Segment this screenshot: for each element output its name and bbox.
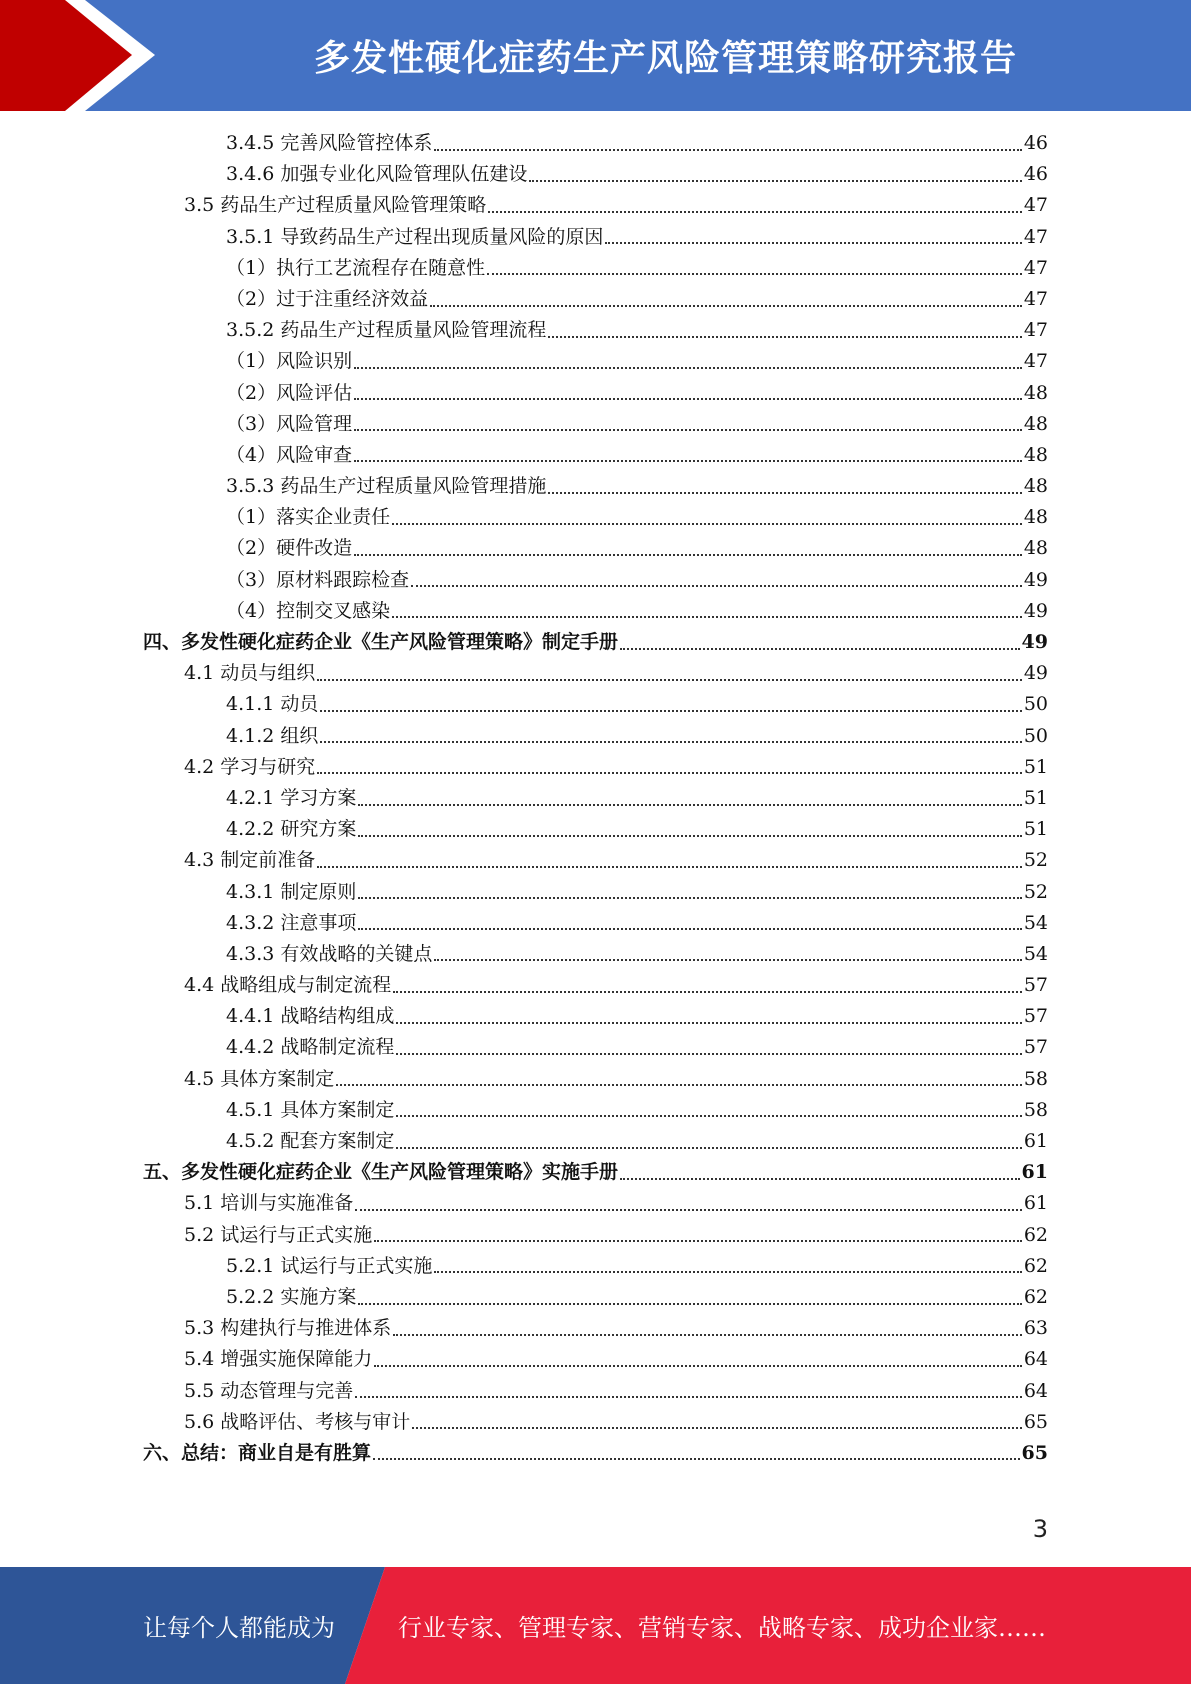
toc-entry-page: 64 xyxy=(1023,1379,1048,1402)
toc-entry[interactable] xyxy=(0,814,1191,845)
toc-entry[interactable] xyxy=(0,1126,1191,1157)
toc-dot-leader xyxy=(358,897,1021,899)
toc-entry-page: 50 xyxy=(1023,724,1048,747)
toc-entry[interactable] xyxy=(0,1407,1191,1438)
toc-entry[interactable] xyxy=(0,721,1191,752)
toc-entry-page: 50 xyxy=(1023,693,1048,716)
header-chevron-red-shape xyxy=(0,0,132,111)
toc-entry-page: 48 xyxy=(1023,475,1048,498)
toc-entry-page: 65 xyxy=(1021,1441,1048,1464)
toc-entry-title: 4.1.2 组织 xyxy=(226,724,319,747)
toc-entry-title: 4.1.1 动员 xyxy=(226,693,319,716)
toc-entry[interactable] xyxy=(0,970,1191,1001)
page-header xyxy=(0,0,1191,111)
toc-entry[interactable] xyxy=(0,190,1191,221)
toc-entry-page: 61 xyxy=(1023,1192,1048,1215)
toc-entry[interactable] xyxy=(0,533,1191,564)
toc-entry-title: 4.3 制定前准备 xyxy=(184,849,316,872)
toc-entry[interactable] xyxy=(0,1188,1191,1219)
toc-entry[interactable] xyxy=(0,253,1191,284)
toc-entry[interactable] xyxy=(0,222,1191,253)
toc-entry[interactable] xyxy=(0,502,1191,533)
toc-dot-leader xyxy=(317,772,1022,774)
footer-slogan-left: 让每个人都能成为 xyxy=(143,1614,335,1642)
toc-entry[interactable] xyxy=(0,315,1191,346)
toc-dot-leader xyxy=(434,959,1021,961)
toc-entry-page: 61 xyxy=(1023,1130,1048,1152)
toc-entry-title: 4.1 动员与组织 xyxy=(184,662,316,685)
toc-dot-leader xyxy=(605,242,1021,244)
toc-entry-page: 62 xyxy=(1023,1223,1048,1246)
toc-dot-leader xyxy=(320,741,1021,743)
toc-entry-title: 4.2.2 研究方案 xyxy=(226,818,357,841)
toc-entry-title: 3.4.6 加强专业化风险管理队伍建设 xyxy=(226,163,528,186)
toc-dot-leader xyxy=(412,1427,1022,1429)
toc-dot-leader xyxy=(393,991,1022,993)
toc-dot-leader xyxy=(354,460,1022,462)
toc-entry-page: 61 xyxy=(1021,1161,1048,1184)
toc-entry[interactable] xyxy=(0,1064,1191,1095)
toc-dot-leader xyxy=(317,679,1022,681)
toc-entry-title: （4）风险审查 xyxy=(226,443,353,466)
toc-dot-leader xyxy=(320,710,1021,712)
toc-dot-leader xyxy=(358,928,1021,930)
toc-entry[interactable] xyxy=(0,877,1191,908)
toc-entry-title: 5.1 培训与实施准备 xyxy=(184,1192,354,1215)
toc-dot-leader xyxy=(620,648,1020,650)
toc-dot-leader xyxy=(358,804,1021,806)
toc-dot-leader xyxy=(434,1271,1021,1273)
toc-entry[interactable] xyxy=(0,658,1191,689)
toc-entry-title: 5.3 构建执行与推进体系 xyxy=(184,1317,392,1340)
toc-entry[interactable] xyxy=(0,627,1191,658)
toc-entry-page: 57 xyxy=(1023,1005,1048,1028)
toc-entry-page: 47 xyxy=(1023,225,1048,248)
toc-dot-leader xyxy=(374,1240,1022,1242)
toc-dot-leader xyxy=(430,305,1022,307)
toc-entry-page: 54 xyxy=(1023,942,1048,965)
toc-entry-page: 62 xyxy=(1023,1254,1048,1277)
toc-dot-leader xyxy=(488,211,1022,213)
toc-entry-title: 四、多发性硬化症药企业《生产风险管理策略》制定手册 xyxy=(143,631,619,653)
toc-entry[interactable] xyxy=(0,1438,1191,1469)
toc-entry[interactable] xyxy=(0,1251,1191,1282)
toc-entry[interactable] xyxy=(0,346,1191,377)
toc-entry[interactable] xyxy=(0,159,1191,190)
toc-dot-leader xyxy=(374,1365,1022,1367)
toc-entry-title: （4）控制交叉感染 xyxy=(226,599,391,622)
toc-entry-title: （1）落实企业责任 xyxy=(226,506,391,529)
toc-entry-page: 52 xyxy=(1023,849,1048,872)
toc-dot-leader xyxy=(358,1303,1021,1305)
toc-dot-leader xyxy=(354,429,1022,431)
toc-entry[interactable] xyxy=(0,908,1191,939)
toc-entry-page: 52 xyxy=(1023,880,1048,903)
toc-entry[interactable] xyxy=(0,1095,1191,1126)
toc-entry[interactable] xyxy=(0,1282,1191,1313)
toc-entry-page: 47 xyxy=(1023,319,1048,342)
toc-entry-title: （3）原材料跟踪检查 xyxy=(226,568,410,591)
toc-entry[interactable] xyxy=(0,409,1191,440)
toc-entry[interactable] xyxy=(0,596,1191,627)
toc-entry-title: 5.2.1 试运行与正式实施 xyxy=(226,1254,433,1277)
table-of-contents xyxy=(0,128,1191,1469)
toc-entry-page: 46 xyxy=(1023,163,1048,186)
toc-dot-leader xyxy=(355,1209,1022,1211)
toc-entry[interactable] xyxy=(0,471,1191,502)
toc-entry-page: 65 xyxy=(1023,1410,1048,1433)
toc-entry-title: 4.2.1 学习方案 xyxy=(226,786,357,809)
toc-entry-page: 48 xyxy=(1023,412,1048,435)
toc-dot-leader xyxy=(529,180,1021,182)
toc-entry-page: 48 xyxy=(1023,381,1048,404)
toc-entry[interactable] xyxy=(0,378,1191,409)
toc-dot-leader xyxy=(354,398,1022,400)
toc-entry-page: 48 xyxy=(1023,443,1048,466)
toc-entry-title: （1）执行工艺流程存在随意性 xyxy=(226,256,486,279)
toc-entry-title: 3.5 药品生产过程质量风险管理策略 xyxy=(184,194,487,217)
toc-entry-title: （3）风险管理 xyxy=(226,412,353,435)
toc-entry-page: 64 xyxy=(1023,1348,1048,1371)
toc-entry-page: 46 xyxy=(1023,132,1048,154)
toc-entry[interactable] xyxy=(0,1001,1191,1032)
toc-entry-page: 47 xyxy=(1023,350,1048,373)
toc-entry-title: 3.5.2 药品生产过程质量风险管理流程 xyxy=(226,319,547,342)
toc-entry-page: 54 xyxy=(1023,911,1048,934)
toc-entry-page: 48 xyxy=(1023,506,1048,529)
toc-dot-leader xyxy=(396,1115,1021,1117)
toc-entry[interactable] xyxy=(0,845,1191,876)
toc-dot-leader xyxy=(355,1396,1022,1398)
toc-entry-page: 49 xyxy=(1023,599,1048,622)
toc-entry-title: 4.4.1 战略结构组成 xyxy=(226,1005,395,1028)
toc-entry-title: 5.2 试运行与正式实施 xyxy=(184,1223,373,1246)
toc-entry[interactable] xyxy=(0,1313,1191,1344)
toc-dot-leader xyxy=(411,585,1022,587)
toc-entry-page: 47 xyxy=(1023,194,1048,217)
toc-entry-title: （2）过于注重经济效益 xyxy=(226,287,429,310)
toc-entry-page: 47 xyxy=(1023,287,1048,310)
toc-entry-title: 3.4.5 完善风险管控体系 xyxy=(226,132,433,154)
toc-dot-leader xyxy=(354,367,1022,369)
toc-entry-title: 3.5.3 药品生产过程质量风险管理措施 xyxy=(226,475,547,498)
toc-entry-page: 58 xyxy=(1023,1098,1048,1121)
toc-entry[interactable] xyxy=(0,1344,1191,1375)
report-title: 多发性硬化症药生产风险管理策略研究报告 xyxy=(313,38,1017,79)
toc-entry-title: 3.5.1 导致药品生产过程出现质量风险的原因 xyxy=(226,225,604,248)
toc-entry[interactable] xyxy=(0,284,1191,315)
toc-entry-page: 58 xyxy=(1023,1067,1048,1090)
toc-dot-leader xyxy=(548,492,1021,494)
toc-entry-title: 5.2.2 实施方案 xyxy=(226,1285,357,1308)
toc-entry-title: 5.5 动态管理与完善 xyxy=(184,1379,354,1402)
toc-dot-leader xyxy=(434,149,1021,151)
toc-entry-title: 六、总结：商业自是有胜算 xyxy=(143,1441,372,1464)
toc-entry-title: 4.5.2 配套方案制定 xyxy=(226,1130,395,1152)
toc-entry-title: 4.3.1 制定原则 xyxy=(226,880,357,903)
toc-entry[interactable] xyxy=(0,1032,1191,1063)
toc-entry-title: 5.6 战略评估、考核与审计 xyxy=(184,1410,411,1433)
toc-entry-page: 49 xyxy=(1023,662,1048,685)
toc-dot-leader xyxy=(548,336,1021,338)
toc-entry[interactable] xyxy=(0,689,1191,720)
toc-entry-page: 51 xyxy=(1023,818,1048,841)
toc-dot-leader xyxy=(373,1458,1020,1460)
toc-entry-title: 4.4 战略组成与制定流程 xyxy=(184,974,392,997)
toc-entry-title: 五、多发性硬化症药企业《生产风险管理策略》实施手册 xyxy=(143,1161,619,1184)
toc-entry-page: 62 xyxy=(1023,1285,1048,1308)
toc-dot-leader xyxy=(354,554,1022,556)
toc-entry-title: 4.5.1 具体方案制定 xyxy=(226,1098,395,1121)
toc-dot-leader xyxy=(317,866,1022,868)
toc-entry[interactable] xyxy=(0,128,1191,159)
toc-dot-leader xyxy=(393,1334,1022,1336)
toc-entry[interactable] xyxy=(0,1157,1191,1188)
toc-entry-title: 4.2 学习与研究 xyxy=(184,755,316,778)
toc-entry[interactable] xyxy=(0,939,1191,970)
toc-entry-page: 51 xyxy=(1023,786,1048,809)
toc-entry-title: 4.3.2 注意事项 xyxy=(226,911,357,934)
toc-dot-leader xyxy=(396,1022,1021,1024)
toc-entry-title: 5.4 增强实施保障能力 xyxy=(184,1348,373,1371)
toc-dot-leader xyxy=(396,1053,1021,1055)
toc-dot-leader xyxy=(487,273,1022,275)
page-number: 3 xyxy=(1032,1515,1048,1543)
toc-entry[interactable] xyxy=(0,1376,1191,1407)
toc-entry[interactable] xyxy=(0,783,1191,814)
toc-entry[interactable] xyxy=(0,440,1191,471)
toc-entry[interactable] xyxy=(0,565,1191,596)
toc-entry-page: 51 xyxy=(1023,755,1048,778)
toc-entry-page: 57 xyxy=(1023,1036,1048,1059)
toc-entry-page: 63 xyxy=(1023,1317,1048,1340)
page-footer xyxy=(0,1567,1191,1684)
toc-dot-leader xyxy=(358,835,1021,837)
header-chevron-icon xyxy=(0,0,160,111)
toc-dot-leader xyxy=(336,1084,1022,1086)
toc-entry-title: （1）风险识别 xyxy=(226,350,353,373)
toc-entry-page: 48 xyxy=(1023,537,1048,560)
toc-entry-title: 4.4.2 战略制定流程 xyxy=(226,1036,395,1059)
toc-entry-page: 57 xyxy=(1023,974,1048,997)
toc-entry-title: 4.5 具体方案制定 xyxy=(184,1067,335,1090)
toc-entry-title: 4.3.3 有效战略的关键点 xyxy=(226,942,433,965)
toc-entry-page: 49 xyxy=(1021,631,1048,653)
footer-slogan-right: 行业专家、管理专家、营销专家、战略专家、成功企业家…… xyxy=(398,1614,1046,1642)
toc-entry[interactable] xyxy=(0,1220,1191,1251)
toc-dot-leader xyxy=(620,1178,1020,1180)
toc-dot-leader xyxy=(392,523,1022,525)
toc-entry-title: （2）硬件改造 xyxy=(226,537,353,560)
toc-entry-page: 47 xyxy=(1023,256,1048,279)
toc-dot-leader xyxy=(392,616,1022,618)
toc-entry[interactable] xyxy=(0,752,1191,783)
toc-dot-leader xyxy=(396,1147,1021,1149)
toc-entry-title: （2）风险评估 xyxy=(226,381,353,404)
toc-entry-page: 49 xyxy=(1023,568,1048,591)
